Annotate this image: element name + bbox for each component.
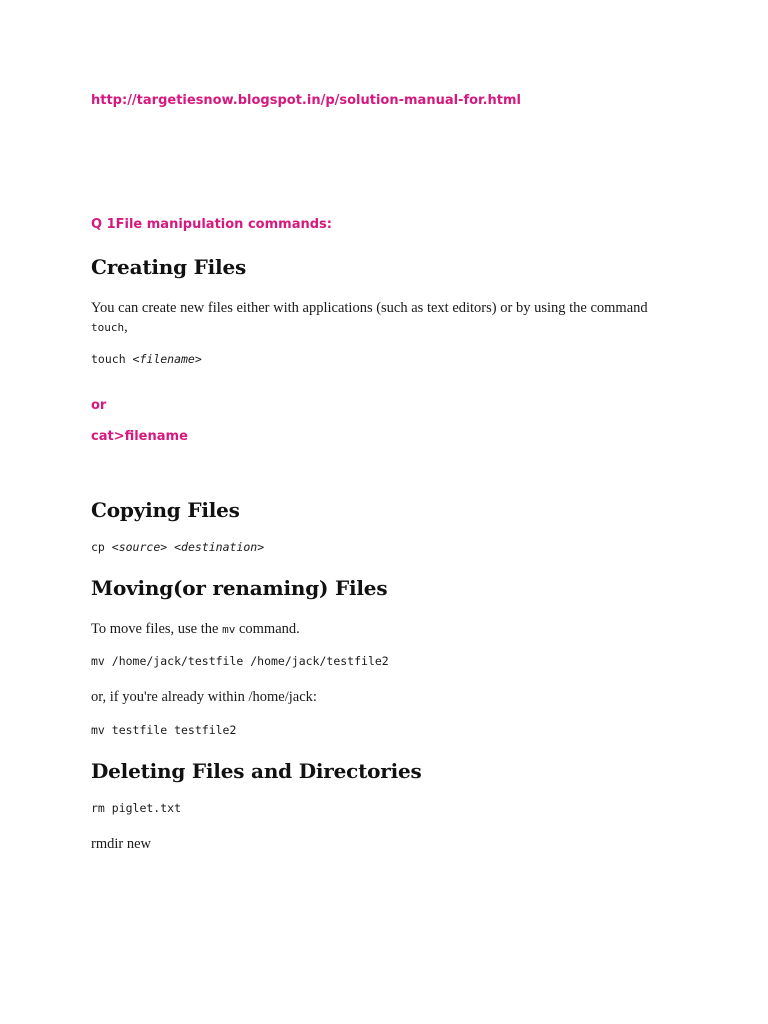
heading-copying-files: Copying Files [91, 498, 240, 522]
rmdir-command: rmdir new [91, 836, 151, 852]
mv-command-relative: mv testfile testfile2 [91, 723, 237, 737]
source-url-link[interactable]: http://targetiesnow.blogspot.in/p/solution-manual-for.html [91, 93, 522, 108]
moving-intro-paragraph [91, 620, 300, 639]
touch-command [91, 352, 202, 366]
mv-command-full-path: mv /home/jack/testfile /home/jack/testfile2 [91, 654, 389, 668]
touch-command-name: touch [91, 352, 133, 366]
cp-command-source: <source> [111, 540, 168, 554]
moving-intro-suffix: command. [235, 621, 300, 637]
cp-command [91, 540, 264, 554]
or-label: or [91, 398, 107, 413]
heading-moving-files: Moving(or renaming) Files [91, 576, 388, 600]
creating-intro-code: touch [91, 321, 125, 334]
creating-intro-suffix: , [124, 319, 128, 335]
moving-note: or, if you're already within /home/jack: [91, 689, 317, 705]
cat-command: cat>filename [91, 429, 188, 444]
creating-intro-text: You can create new files either with applications (such as text editors) or by using the command [91, 300, 648, 316]
cp-command-destination: <destination> [174, 540, 265, 554]
heading-creating-files: Creating Files [91, 255, 247, 279]
moving-intro-code: mv [222, 623, 236, 636]
heading-deleting-files: Deleting Files and Directories [91, 759, 422, 783]
question-title: Q 1File manipulation commands: [91, 217, 332, 232]
rm-command: rm piglet.txt [91, 801, 182, 815]
cp-command-name: cp [91, 540, 112, 554]
creating-intro-paragraph [91, 299, 691, 337]
moving-intro-prefix: To move files, use the [91, 621, 223, 637]
touch-command-arg: <filename> [132, 352, 202, 366]
